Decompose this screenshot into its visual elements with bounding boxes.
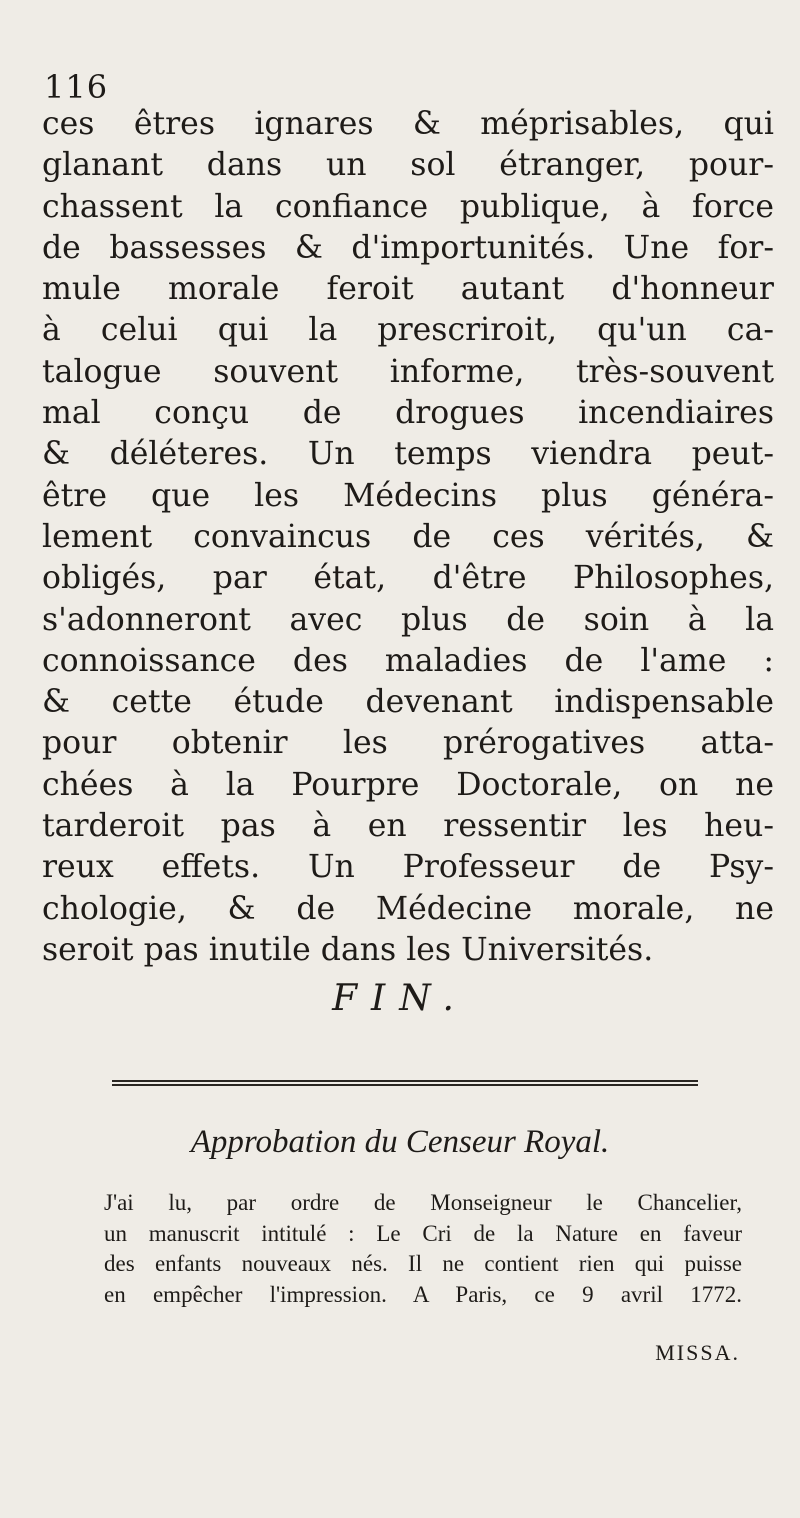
approval-title: Approbation du Censeur Royal. — [190, 1124, 610, 1160]
approval-text — [104, 1188, 742, 1310]
body-text — [42, 104, 774, 971]
text-line: mal conçu de drogues incendiaires — [42, 395, 774, 432]
approval-line: J'ai lu, par ordre de Monseigneur le Chancelier, — [104, 1190, 742, 1215]
text-line: à celui qui la prescriroit, qu'un ca- — [42, 312, 774, 349]
text-line: s'adonneront avec plus de soin à la — [42, 601, 774, 638]
approval-line: un manuscrit intitulé : Le Cri de la Nature en faveur — [104, 1220, 742, 1246]
approval-line: en empêcher l'impression. A Paris, ce 9 avril 1772. — [104, 1281, 742, 1307]
text-line: ces êtres ignares & méprisables, qui — [42, 106, 774, 142]
text-line: de bassesses & d'importunités. Une for- — [42, 229, 774, 266]
text-line: & déléteres. Un temps viendra peut- — [42, 436, 774, 473]
fin-heading: FIN. — [332, 978, 468, 1019]
section-divider — [112, 1080, 698, 1086]
text-line: être que les Médecins plus généra- — [42, 477, 774, 514]
text-line: lement convaincus de ces vérités, & — [42, 518, 774, 555]
text-line: tarderoit pas à en ressentir les heu- — [42, 808, 774, 845]
text-line: reux effets. Un Professeur de Psy- — [42, 849, 774, 886]
text-line: chologie, & de Médecine morale, ne — [42, 890, 774, 927]
text-line: talogue souvent informe, très-souvent — [42, 353, 774, 390]
text-line: pour obtenir les prérogatives atta- — [42, 725, 774, 762]
page-number: 116 — [44, 68, 109, 106]
text-line: obligés, par état, d'être Philosophes, — [42, 560, 774, 597]
text-line: connoissance des maladies de l'ame : — [42, 642, 774, 679]
censor-signature: MISSA. — [655, 1340, 740, 1365]
text-line: seroit pas inutile dans les Universités. — [42, 931, 654, 968]
text-line: glanant dans un sol étranger, pour- — [42, 147, 774, 184]
text-line: chées à la Pourpre Doctorale, on ne — [42, 766, 774, 803]
approval-line: des enfants nouveaux nés. Il ne contient rien qui puisse — [104, 1251, 742, 1276]
text-line: & cette étude devenant indispensable — [42, 684, 774, 721]
text-line: chassent la confiance publique, à force — [42, 188, 774, 225]
text-line: mule morale feroit autant d'honneur — [42, 271, 774, 308]
